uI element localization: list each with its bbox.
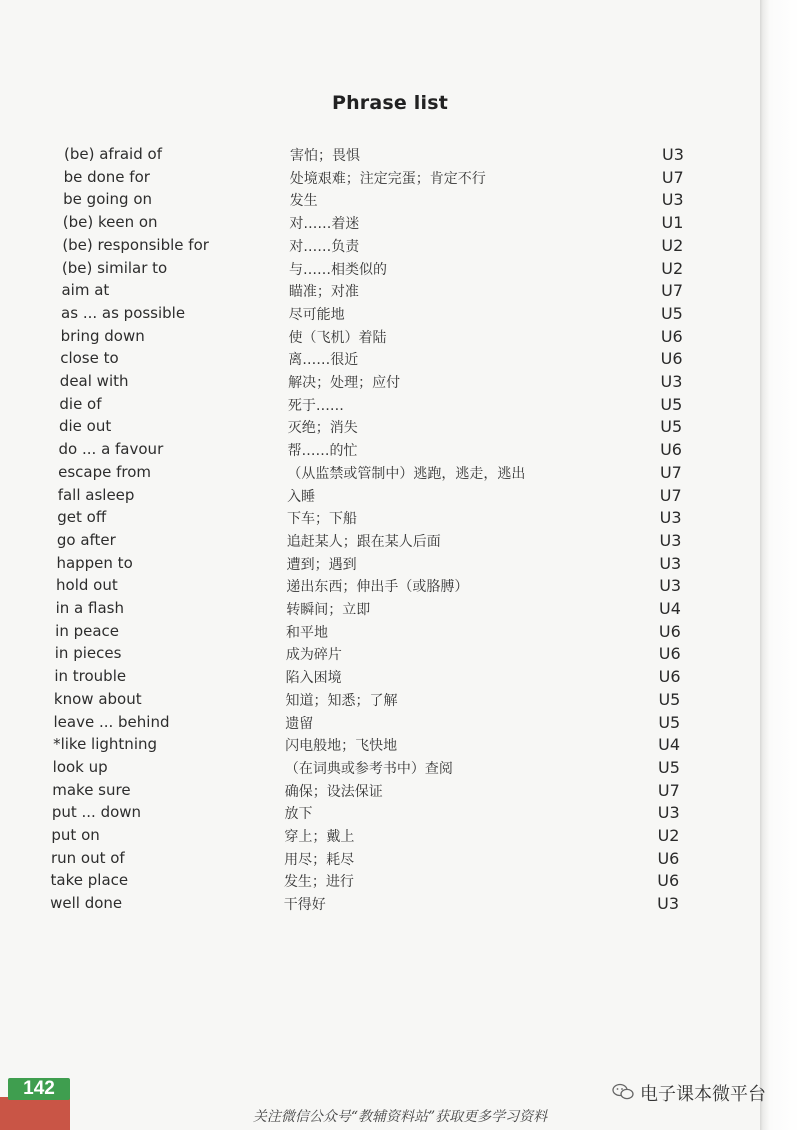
list-item [0,484,760,507]
list-item [0,847,760,870]
list-item [0,257,760,280]
list-item [0,302,760,325]
list-item [0,438,760,461]
phrase-meaning: 闪电般地；飞快地 [285,738,398,755]
unit-label: U6 [660,326,683,346]
phrase-meaning: 对……着迷 [289,216,360,233]
phrase-text: take place [50,871,129,890]
list-item [0,711,760,734]
phrase-text: be going on [63,190,153,209]
brand-watermark: 电子课本微平台 [640,1084,766,1105]
phrase-text: hold out [56,576,118,595]
unit-label: U5 [658,689,681,709]
phrase-text: know about [53,689,142,708]
phrase-text: in a flash [55,599,124,617]
unit-label: U6 [660,349,683,369]
list-item [0,552,760,575]
list-item [0,688,760,711]
list-item [0,325,760,348]
phrase-meaning: 遗留 [285,715,314,732]
unit-label: U4 [658,735,681,755]
phrase-text: aim at [61,281,110,300]
list-item [0,642,760,665]
phrase-text: make sure [52,780,131,799]
unit-label: U3 [659,530,682,550]
phrase-meaning: 使（飞机）着陆 [288,329,387,346]
page-number: 142 [8,1078,70,1100]
unit-label: U6 [658,644,681,664]
phrase-text: close to [60,349,119,368]
phrase-text: put on [51,826,100,844]
phrase-meaning: 用尽；耗尽 [284,851,355,868]
list-item [0,529,760,552]
phrase-text: (be) keen on [62,213,158,232]
list-item [0,370,760,393]
phrase-meaning: 转瞬间；立即 [286,602,371,618]
phrase-text: fall asleep [57,485,135,504]
unit-label: U6 [658,621,681,641]
phrase-meaning: 与……相类似的 [289,261,388,278]
list-item [0,756,760,779]
page-edge-shadow [760,0,800,1130]
list-item [0,506,760,529]
list-item [0,393,760,416]
list-item [0,779,760,802]
phrase-meaning: 尽可能地 [288,306,345,323]
phrase-text: escape from [58,462,152,481]
phrase-meaning: 入睡 [287,488,316,505]
phrase-text: as ... as possible [61,303,186,322]
phrase-text: in pieces [54,644,122,663]
phrase-meaning: 陷入困境 [285,670,342,687]
phrase-text: be done for [63,167,150,186]
phrase-meaning: 解决；处理；应付 [288,375,401,391]
unit-label: U6 [657,871,680,891]
list-item [0,279,760,302]
list-item [0,347,760,370]
phrase-list [0,143,760,923]
unit-label: U2 [661,235,684,255]
unit-label: U6 [657,848,680,868]
phrase-meaning: 害怕；畏惧 [290,148,360,164]
unit-label: U3 [659,553,682,573]
phrase-text: die out [58,417,112,436]
unit-label: U5 [658,757,680,777]
unit-label: U6 [658,667,681,687]
unit-label: U4 [659,599,681,618]
phrase-meaning: 下车；下船 [286,511,357,528]
phrase-text: go after [56,530,116,549]
list-item [0,869,760,892]
phrase-text: in peace [55,621,120,640]
phrase-meaning: 离……很近 [288,352,359,369]
phrase-meaning: 成为碎片 [285,647,342,664]
phrase-text: look up [52,757,108,776]
phrase-meaning: 帮……的忙 [287,443,358,460]
phrase-text: put ... down [51,803,142,822]
phrase-meaning: 确保；设法保证 [284,783,383,800]
unit-label: U7 [661,167,684,187]
list-item [0,824,760,847]
phrase-text: well done [50,894,123,913]
phrase-meaning: 干得好 [283,897,326,914]
phrase-meaning: 遭到；遇到 [286,556,357,573]
phrase-meaning: 递出东西；伸出手（或胳膊） [286,579,469,596]
phrase-text: bring down [60,326,145,345]
list-item [0,461,760,484]
phrase-meaning: 和平地 [286,624,329,641]
list-item [0,234,760,257]
unit-label: U2 [657,826,680,845]
unit-label: U2 [661,258,684,278]
unit-label: U7 [659,462,682,482]
phrase-text: die of [59,394,102,413]
unit-label: U3 [660,372,683,391]
unit-label: U7 [659,485,682,505]
unit-label: U3 [661,190,684,210]
page-title: Phrase list [331,92,449,114]
phrase-text: (be) similar to [61,258,168,277]
unit-label: U3 [662,145,684,164]
phrase-meaning: 处境艰难；注定完蛋；肯定不行 [289,170,486,187]
footer-note: 关注微信公众号“教辅资料站”获取更多学习资料 [252,1109,548,1125]
unit-label: U6 [660,440,682,460]
phrase-meaning: 发生 [289,193,318,210]
phrase-text: (be) responsible for [62,235,209,254]
unit-label: U5 [660,417,683,437]
list-item [0,733,760,756]
phrase-text: do ... a favour [58,440,164,459]
list-item [0,597,760,620]
phrase-text: in trouble [54,667,127,686]
list-item [0,801,760,824]
unit-label: U3 [659,576,682,596]
unit-label: U7 [661,281,683,301]
phrase-text: deal with [59,372,129,390]
list-item [0,143,760,166]
phrase-meaning: 死于…… [287,397,344,414]
list-item [0,415,760,438]
unit-label: U3 [657,894,680,914]
unit-label: U5 [660,394,683,414]
phrase-meaning: 知道；知悉；了解 [285,692,398,709]
phrase-text: run out of [50,848,125,867]
phrase-text: leave ... behind [53,712,170,731]
phrase-meaning: （从监禁或管制中）逃跑，逃走，逃出 [287,465,526,482]
list-item [0,665,760,688]
list-item [0,211,760,234]
phrase-text: get off [57,508,107,527]
list-item [0,166,760,189]
list-item [0,892,760,915]
phrase-meaning: 瞄准；对准 [288,284,359,301]
phrase-meaning: （在词典或参考书中）查阅 [284,760,453,777]
phrase-meaning: 发生；进行 [283,874,354,891]
unit-label: U5 [658,712,681,732]
phrase-meaning: 穿上；戴上 [284,829,355,845]
phrase-meaning: 灭绝；消失 [287,420,358,437]
unit-label: U3 [659,508,682,528]
phrase-text: (be) afraid of [64,145,162,163]
unit-label: U7 [657,780,680,800]
phrase-meaning: 放下 [284,806,313,823]
wechat-icon [612,1083,634,1101]
list-item [0,574,760,597]
phrase-text: *like lightning [53,735,158,754]
unit-label: U3 [657,803,680,823]
unit-label: U1 [661,213,684,233]
list-item [0,188,760,211]
phrase-meaning: 追赶某人；跟在某人后面 [286,533,441,550]
phrase-meaning: 对……负责 [289,238,360,255]
phrase-text: happen to [56,553,133,572]
list-item [0,620,760,643]
unit-label: U5 [660,303,683,323]
